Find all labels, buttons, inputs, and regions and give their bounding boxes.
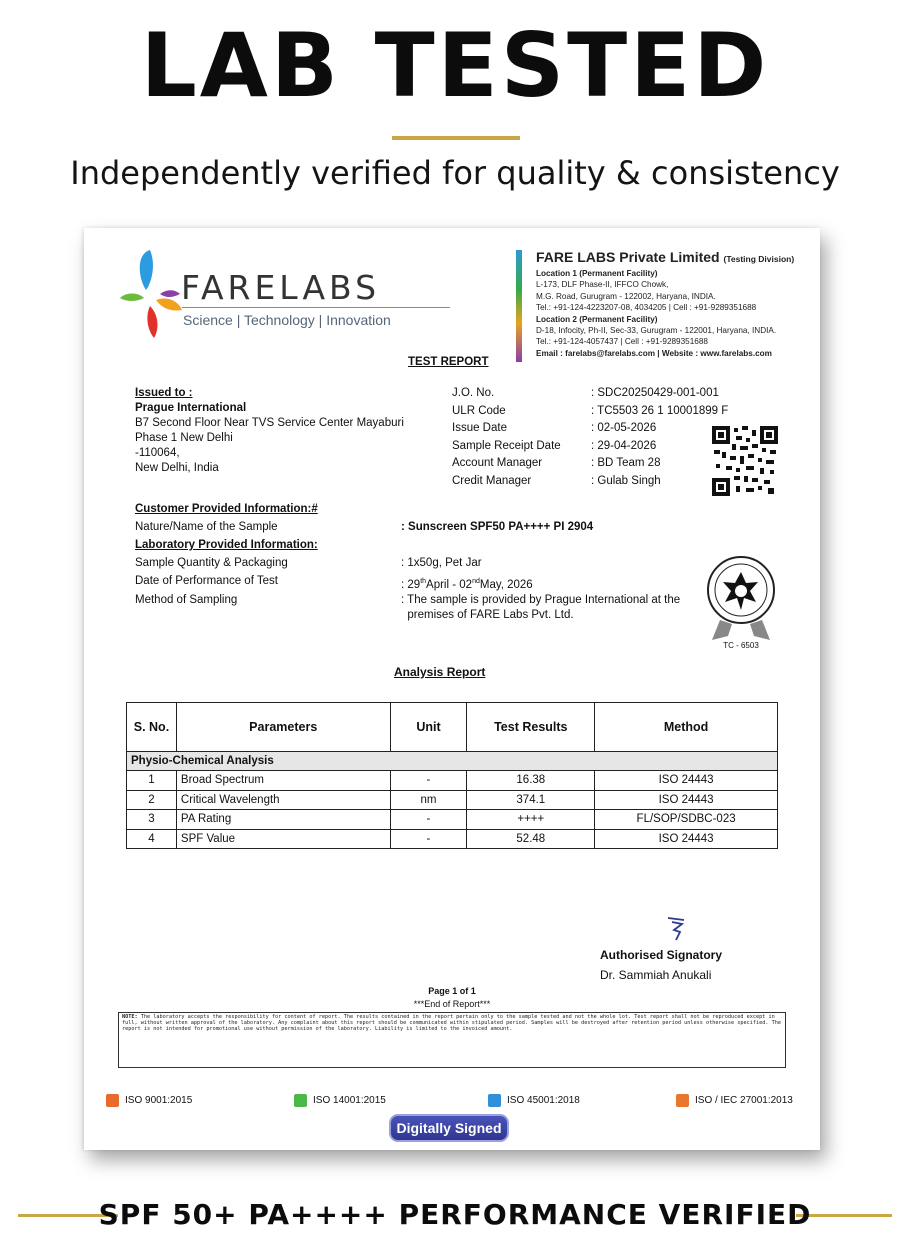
location-1-line: M.G. Road, Gurugram - 122002, Haryana, INDIA. — [536, 291, 716, 301]
quantity-value: : 1x50g, Pet Jar — [401, 557, 482, 569]
test-report-document — [84, 228, 820, 1150]
customer-address: New Delhi, India — [135, 462, 219, 474]
location-1-phone: Tel.: +91-124-4223207-08, 4034205 | Cell : +91-9289351688 — [536, 303, 757, 313]
test-date-label: Date of Performance of Test — [135, 575, 278, 587]
location-2-title: Location 2 (Permanent Facility) — [536, 314, 658, 324]
lab-info-label: Laboratory Provided Information: — [135, 539, 318, 551]
iso-square-icon — [488, 1094, 501, 1107]
farelabs-wordmark: FARELABS — [181, 268, 381, 307]
iso-badge: ISO 45001:2018 — [488, 1094, 580, 1107]
meta-row: Issue Date : 02-05-2026 — [452, 422, 657, 434]
digitally-signed-badge[interactable]: Digitally Signed — [389, 1114, 509, 1142]
table-section-row — [127, 752, 778, 771]
disclaimer-note: NOTE: The laboratory accepts the responsibility for content of report. The results contained in the report pertain only to the sample tested and not the whole lot. Test report shall not be reproduced except in full, without written approval of the laboratory. Any complaint about this report should be communicated within stipulated period. Samples will be destroyed after retention period unless otherwise specified. The report is not intended for promotional use without permission of the laboratory. Liability is limited to the invoiced amount. — [118, 1012, 786, 1068]
test-date-value: : 29thApril - 02ndMay, 2026 — [401, 578, 533, 591]
qr-code-icon[interactable] — [712, 426, 778, 496]
table-row: 4 SPF Value - 52.48 ISO 24443 — [127, 829, 778, 849]
table-header-row — [127, 703, 778, 752]
location-2-line: D-18, Infocity, Ph-II, Sec-33, Gurugram - 122001, Haryana, INDIA. — [536, 326, 777, 336]
hero-subtitle: Independently verified for quality & consistency — [70, 154, 840, 192]
table-row: 2 Critical Wavelength nm 374.1 ISO 24443 — [127, 790, 778, 810]
column-header: Parameters — [176, 703, 390, 752]
company-details — [536, 248, 816, 359]
quantity-label: Sample Quantity & Packaging — [135, 557, 288, 569]
end-of-report: ***End of Report*** — [413, 999, 491, 1009]
hero-title: LAB TESTED — [140, 14, 770, 117]
iso-badge: ISO 9001:2015 — [106, 1094, 192, 1107]
meta-row: Credit Manager : Gulab Singh — [452, 474, 661, 487]
farelabs-logo-icon — [116, 248, 186, 348]
location-1-line: L-173, DLF Phase-II, IFFCO Chowk, — [536, 280, 669, 290]
meta-row: ULR Code : TC5503 26 1 10001899 F — [452, 404, 729, 417]
test-report-heading: TEST REPORT — [408, 356, 489, 368]
sampling-label: Method of Sampling — [135, 593, 238, 606]
iso-square-icon — [106, 1094, 119, 1107]
iso-square-icon — [676, 1094, 689, 1107]
logo-tagline: Science | Technology | Innovation — [183, 312, 391, 328]
section-title: Physio-Chemical Analysis — [127, 752, 778, 771]
page-number: Page 1 of 1 — [428, 986, 476, 996]
sampling-value: : The sample is provided by Prague International at the premises of FARE Labs Pvt. Ltd. — [401, 593, 681, 621]
performance-banner: SPF 50+ PA++++ PERFORMANCE VERIFIED — [98, 1198, 812, 1231]
column-header: Test Results — [467, 703, 595, 752]
logo-divider — [182, 307, 450, 308]
location-2-phone: Tel.: +91-124-4057437 | Cell : +91-9289351688 — [536, 337, 708, 347]
analysis-report-heading: Analysis Report — [394, 665, 486, 679]
location-1-title: Location 1 (Permanent Facility) — [536, 269, 658, 278]
meta-row: Account Manager : BD Team 28 — [452, 457, 661, 469]
issued-to-label: Issued to : — [135, 387, 193, 399]
accreditation-seal-icon — [706, 550, 776, 650]
customer-address: B7 Second Floor Near TVS Service Center Mayaburi — [135, 417, 404, 429]
analysis-table — [126, 702, 778, 849]
signatory-title: Authorised Signatory — [600, 948, 723, 962]
hero-divider — [392, 136, 520, 140]
signatory-name: Dr. Sammiah Anukali — [600, 968, 712, 982]
report-meta — [452, 386, 752, 491]
company-name: FARE LABS Private Limited (Testing Division) — [536, 249, 795, 265]
table-row: 1 Broad Spectrum - 16.38 ISO 24443 — [127, 771, 778, 791]
iso-badge: ISO / IEC 27001:2013 — [676, 1094, 793, 1107]
meta-row: Sample Receipt Date : 29-04-2026 — [452, 439, 657, 452]
issued-to-block — [135, 386, 425, 476]
accreditation-number: TC - 6503 — [723, 641, 759, 650]
sample-information — [135, 502, 705, 623]
customer-address: Phase 1 New Delhi — [135, 432, 233, 444]
signature-icon — [662, 914, 692, 942]
iso-square-icon — [294, 1094, 307, 1107]
column-header: Unit — [390, 703, 467, 752]
sample-name-value: : Sunscreen SPF50 PA++++ PI 2904 — [401, 521, 594, 533]
customer-name: Prague International — [135, 402, 247, 414]
customer-info-label: Customer Provided Information:# — [135, 503, 318, 515]
customer-address: -110064, — [135, 447, 180, 459]
company-contact: Email : farelabs@farelabs.com | Website : www.farelabs.com — [536, 348, 772, 358]
meta-row: J.O. No. : SDC20250429-001-001 — [452, 387, 719, 399]
column-header: S. No. — [127, 703, 177, 752]
iso-badge: ISO 14001:2015 — [294, 1094, 386, 1107]
column-header: Method — [595, 703, 778, 752]
sample-name-label: Nature/Name of the Sample — [135, 521, 278, 533]
table-row: 3 PA Rating - ++++ FL/SOP/SDBC-023 — [127, 810, 778, 830]
company-color-bar — [516, 250, 522, 362]
